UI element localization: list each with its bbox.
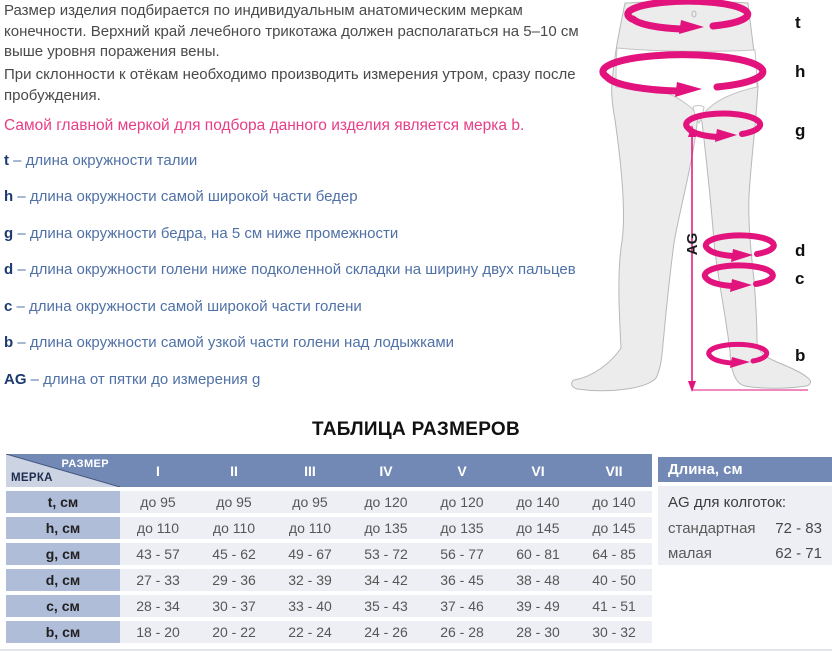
cell: 45 - 62 [196, 543, 272, 565]
cell: 27 - 33 [120, 569, 196, 591]
measurement-item-h [4, 187, 652, 207]
table-row-h [6, 517, 652, 539]
column-header-5: V [424, 454, 500, 487]
table-row-b [6, 621, 652, 643]
cell: до 140 [500, 491, 576, 513]
intro-paragraph-1: Размер изделия подбирается по индивидуальным анатомическим меркам конечности. Верхний край лечебного трикотажа должен располагаться на 5–10 см выше уровня поражения вены. [4, 2, 579, 60]
cell: 18 - 20 [120, 621, 196, 643]
cell: до 110 [272, 517, 348, 539]
measurement-key: h [4, 188, 14, 205]
corner-label-merka: МЕРКА [11, 472, 53, 484]
measurement-desc: – длина окружности самой узкой части голени над лодыжками [17, 334, 455, 351]
size-table-header [6, 454, 652, 487]
cell: 64 - 85 [576, 543, 652, 565]
column-header-7: VII [576, 454, 652, 487]
measurement-key: b [4, 334, 14, 351]
cell: до 110 [196, 517, 272, 539]
table-row-t [6, 491, 652, 513]
measurement-item-b [4, 333, 652, 353]
corner-label-size: РАЗМЕР [61, 458, 109, 470]
measurement-key: c [4, 298, 13, 315]
figure-label-h: h [795, 62, 806, 81]
intro-paragraph-2: При склонности к отёкам необходимо производить измерения утром, сразу после пробуждения. [4, 66, 576, 104]
measurement-key: g [4, 225, 14, 242]
row-label: t, см [6, 491, 120, 513]
figure-label-t: t [795, 13, 801, 32]
cell: 28 - 30 [500, 621, 576, 643]
cell: 22 - 24 [272, 621, 348, 643]
measurement-desc: – длина от пятки до измерения g [30, 371, 261, 388]
measurement-key: AG [4, 371, 27, 388]
row-label: c, см [6, 595, 120, 617]
cell: до 135 [348, 517, 424, 539]
cell: 40 - 50 [576, 569, 652, 591]
cell: 49 - 67 [272, 543, 348, 565]
cell: 60 - 81 [500, 543, 576, 565]
cell: 26 - 28 [424, 621, 500, 643]
figure-label-g: g [795, 121, 806, 140]
row-label: h, см [6, 517, 120, 539]
length-panel-subtitle: AG для колготок: [668, 494, 787, 511]
cell: до 95 [120, 491, 196, 513]
cell: 29 - 36 [196, 569, 272, 591]
size-table-title: ТАБЛИЦА РАЗМЕРОВ [311, 419, 521, 440]
measurement-item-d [4, 260, 652, 280]
length-row-small [668, 545, 822, 562]
table-row-d [6, 569, 652, 591]
cell: 33 - 40 [272, 595, 348, 617]
legs-measurement-figure [565, 0, 832, 400]
row-label: b, см [6, 621, 120, 643]
row-label: g, см [6, 543, 120, 565]
measurement-key: d [4, 261, 14, 278]
table-row-c [6, 595, 652, 617]
column-header-4: IV [348, 454, 424, 487]
cell: до 120 [348, 491, 424, 513]
figure-label-ag: AG [684, 232, 701, 256]
measurement-desc: – длина окружности самой широкой части бедер [17, 188, 358, 205]
measurement-item-t [4, 151, 652, 171]
cell: до 145 [500, 517, 576, 539]
cell: 41 - 51 [576, 595, 652, 617]
length-row-standard [668, 520, 822, 537]
cell: 36 - 45 [424, 569, 500, 591]
cell: 37 - 46 [424, 595, 500, 617]
measurement-item-ag [4, 370, 652, 390]
length-row-label: малая [668, 545, 712, 562]
length-row-label: стандартная [668, 520, 756, 537]
figure-label-c: c [795, 269, 805, 288]
cell: 28 - 34 [120, 595, 196, 617]
measurement-item-g [4, 224, 652, 244]
length-panel [658, 457, 832, 565]
measurement-desc: – длина окружности талии [13, 152, 198, 169]
corner-cell [6, 454, 120, 487]
measurement-desc: – длина окружности голени ниже подколенной складки на ширину двух пальцев [17, 261, 576, 278]
cell: 56 - 77 [424, 543, 500, 565]
table-row-g [6, 543, 652, 565]
cell: 43 - 57 [120, 543, 196, 565]
cell: до 110 [120, 517, 196, 539]
cell: до 120 [424, 491, 500, 513]
cell: до 95 [196, 491, 272, 513]
cell: 20 - 22 [196, 621, 272, 643]
legs-figure-svg [565, 0, 832, 400]
bottom-divider [0, 649, 832, 651]
column-header-3: III [272, 454, 348, 487]
size-table [6, 454, 652, 643]
row-label: d, см [6, 569, 120, 591]
figure-label-d: d [795, 241, 806, 260]
intro-highlight: Самой главной меркой для подбора данного изделия является мерка b. [4, 117, 525, 134]
cell: до 95 [272, 491, 348, 513]
cell: 53 - 72 [348, 543, 424, 565]
length-row-value: 72 - 83 [775, 520, 822, 537]
measurement-item-c [4, 297, 652, 317]
cell: 39 - 49 [500, 595, 576, 617]
cell: 32 - 39 [272, 569, 348, 591]
measurement-desc: – длина окружности бедра, на 5 см ниже промежности [17, 225, 399, 242]
cell: 34 - 42 [348, 569, 424, 591]
length-panel-body [658, 486, 832, 565]
cell: до 135 [424, 517, 500, 539]
figure-label-b: b [795, 346, 806, 365]
measurement-key: t [4, 152, 9, 169]
cell: 24 - 26 [348, 621, 424, 643]
cell: 30 - 37 [196, 595, 272, 617]
length-panel-header: Длина, см [658, 457, 832, 482]
cell: до 140 [576, 491, 652, 513]
column-header-6: VI [500, 454, 576, 487]
cell: 35 - 43 [348, 595, 424, 617]
cell: 30 - 32 [576, 621, 652, 643]
measurement-desc: – длина окружности самой широкой части голени [16, 298, 362, 315]
column-header-2: II [196, 454, 272, 487]
length-row-value: 62 - 71 [775, 545, 822, 562]
cell: 38 - 48 [500, 569, 576, 591]
cell: до 145 [576, 517, 652, 539]
column-header-1: I [120, 454, 196, 487]
